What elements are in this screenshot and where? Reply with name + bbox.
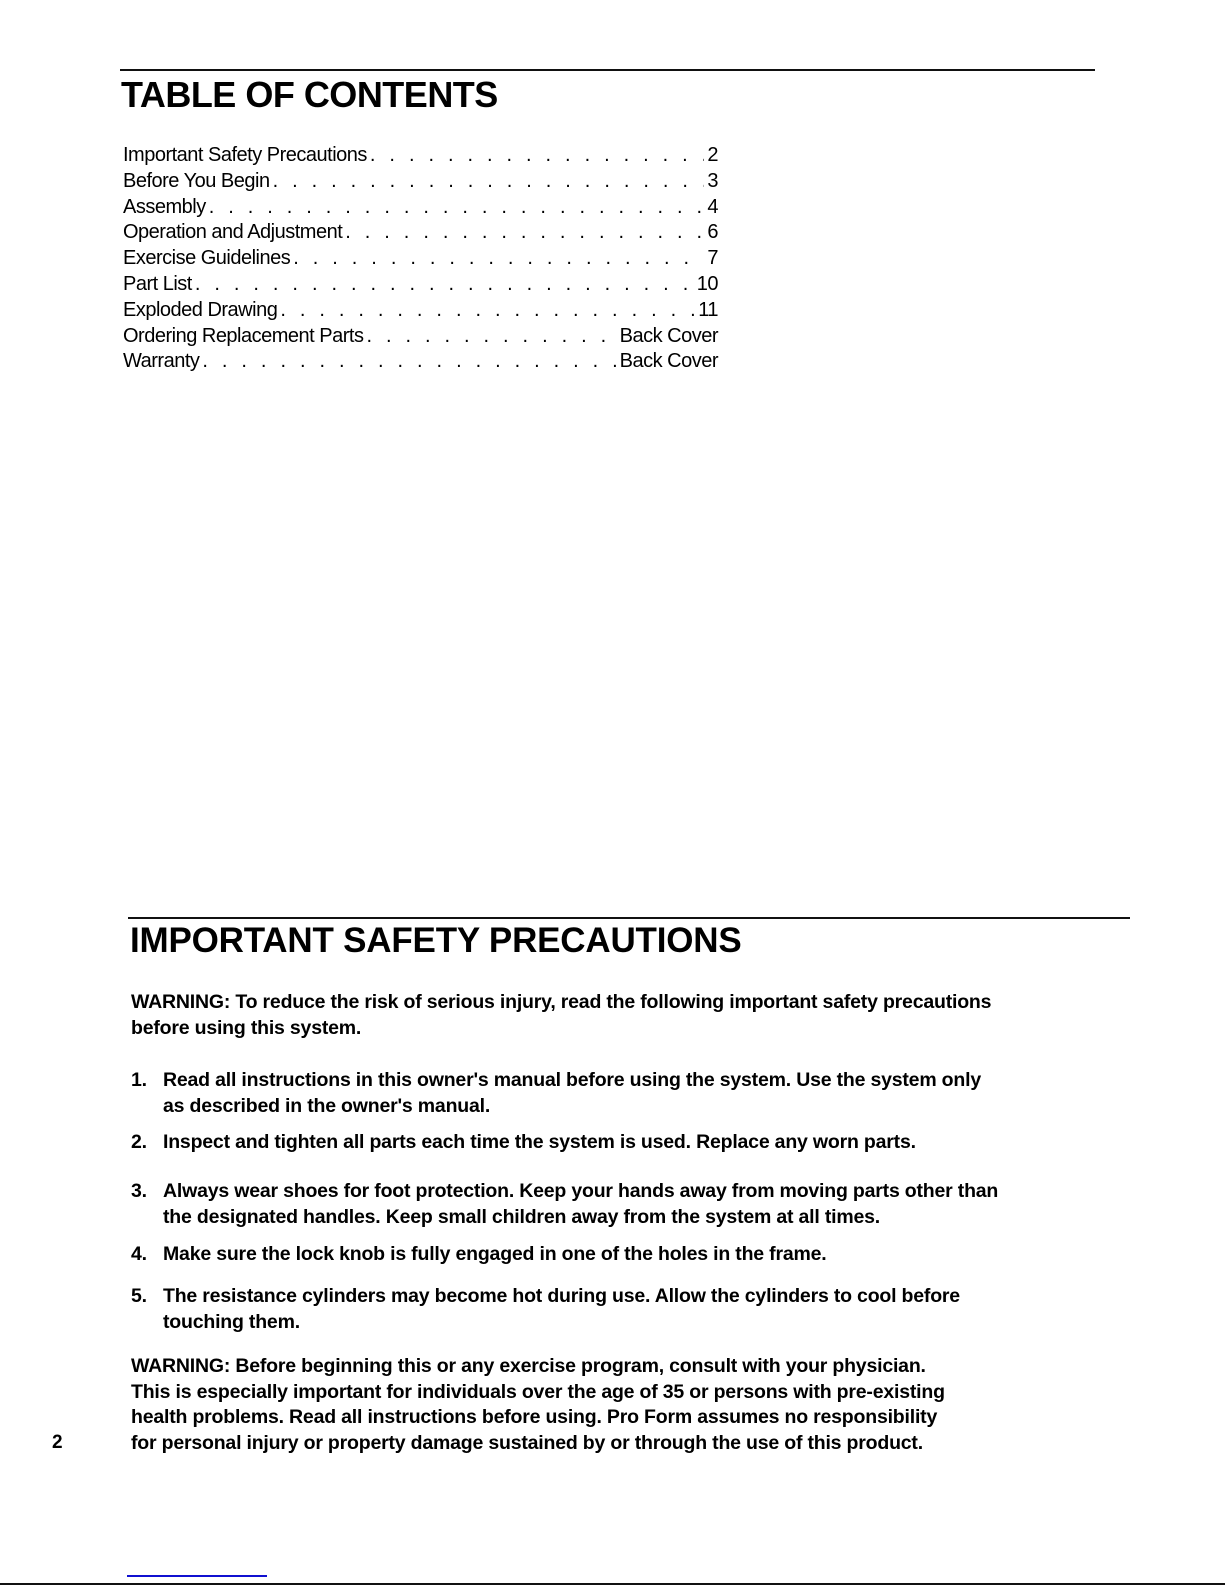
toc-top-rule (120, 69, 1095, 71)
safety-item-text: Inspect and tighten all parts each time the system is used. Replace any worn parts. (163, 1131, 916, 1153)
page-number: 2 (52, 1432, 63, 1453)
toc-entry-label: Important Safety Precautions (123, 144, 367, 166)
safety-item-number: 2. (131, 1131, 147, 1153)
safety-item-text: as described in the owner's manual. (163, 1094, 491, 1117)
safety-top-rule (128, 917, 1130, 919)
blue-underline (127, 1575, 267, 1577)
toc-leader-dots (370, 143, 704, 169)
toc-entry[interactable] (123, 246, 718, 272)
warning-intro-line: WARNING: To reduce the risk of serious injury, read the following important safety precautions (131, 991, 992, 1013)
safety-item-number: 3. (131, 1180, 147, 1202)
warning-intro-line: before using this system. (131, 1016, 362, 1039)
toc-entry-page: 2 (707, 144, 718, 166)
toc-entry-page: 3 (707, 169, 718, 192)
warning-intro (131, 990, 991, 1041)
toc-entry[interactable] (123, 324, 718, 350)
toc-entry[interactable] (123, 143, 718, 169)
toc-leader-dots (195, 272, 694, 298)
toc-entry-page: 6 (707, 221, 718, 244)
safety-item-number: 5. (131, 1285, 147, 1307)
toc-entry-page: 4 (707, 195, 718, 218)
toc-entry[interactable] (123, 298, 718, 324)
toc-leader-dots (366, 324, 616, 350)
toc-entry-label: Before You Begin (123, 169, 270, 192)
toc-leader-dots (345, 220, 704, 246)
safety-item-number: 1. (131, 1069, 147, 1091)
toc-entry-page: 7 (707, 247, 718, 270)
toc-entry[interactable] (123, 195, 718, 221)
toc-leader-dots (209, 195, 705, 221)
warning-physician-line: for personal injury or property damage sustained by or through the use of this product. (131, 1432, 923, 1455)
safety-item-text: Always wear shoes for foot protection. Keep your hands away from moving parts other than (163, 1180, 999, 1202)
toc-title: TABLE OF CONTENTS (121, 74, 498, 115)
toc-entry-page: Back Cover (619, 324, 718, 347)
warning-physician-line: This is especially important for individuals over the age of 35 or persons with pre-existing (131, 1380, 945, 1403)
toc-entry-label: Exploded Drawing (123, 298, 278, 321)
toc-entry-label: Assembly (123, 195, 206, 218)
toc-entry[interactable] (123, 169, 718, 195)
safety-item-text: the designated handles. Keep small children away from the system at all times. (163, 1205, 880, 1228)
toc-entry-label: Ordering Replacement Parts (123, 324, 364, 347)
toc-leader-dots (280, 298, 695, 324)
safety-item-number: 4. (131, 1243, 147, 1265)
toc-entry-page: 11 (698, 298, 718, 321)
safety-item-text: The resistance cylinders may become hot during use. Allow the cylinders to cool before (163, 1285, 960, 1307)
toc-entry-page: Back Cover (619, 350, 718, 373)
toc-entry-label: Operation and Adjustment (123, 221, 343, 244)
toc-entry-label: Part List (123, 272, 192, 295)
safety-title: IMPORTANT SAFETY PRECAUTIONS (130, 921, 742, 960)
warning-physician-line: WARNING: Before beginning this or any exercise program, consult with your physician. (131, 1355, 926, 1377)
warning-physician-line: health problems. Read all instructions before using. Pro Form assumes no responsibility (131, 1406, 938, 1429)
toc-leader-dots (202, 349, 616, 375)
toc-entry[interactable] (123, 272, 718, 298)
table-of-contents (123, 143, 718, 375)
warning-physician (131, 1354, 945, 1457)
toc-entry[interactable] (123, 220, 718, 246)
toc-leader-dots (273, 169, 705, 195)
safety-item-text: Make sure the lock knob is fully engaged in one of the holes in the frame. (163, 1243, 827, 1265)
safety-item-text: Read all instructions in this owner's manual before using the system. Use the system only (163, 1069, 981, 1091)
toc-entry-label: Warranty (123, 350, 200, 373)
safety-item-text: touching them. (163, 1310, 300, 1333)
toc-entry-page: 10 (696, 272, 718, 295)
toc-entry-label: Exercise Guidelines (123, 247, 291, 270)
toc-leader-dots (293, 246, 704, 272)
toc-entry[interactable] (123, 349, 718, 375)
